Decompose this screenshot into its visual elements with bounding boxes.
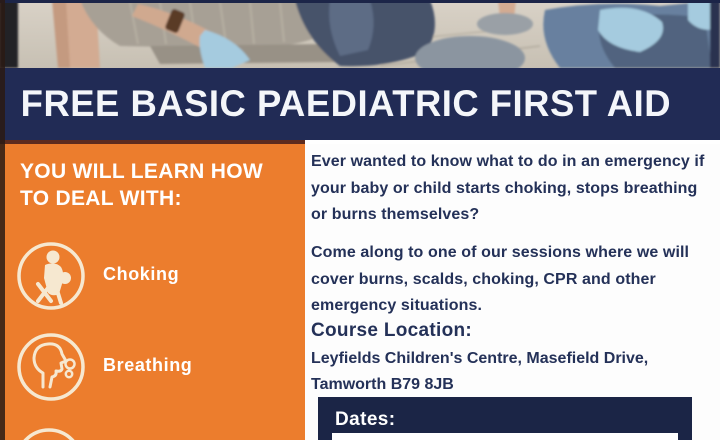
- banner-divider: [0, 140, 305, 144]
- choking-icon: [15, 240, 87, 312]
- list-item-label: Choking: [103, 264, 180, 284]
- main-content: [305, 144, 720, 440]
- learn-sidebar: [0, 144, 305, 440]
- top-border: [0, 0, 720, 3]
- training-photo-illustration: [0, 0, 720, 68]
- dates-content-box: [332, 433, 678, 440]
- list-item-label: Breathing: [103, 355, 193, 375]
- sidebar-heading: YOU WILL LEARN HOW TO DEAL WITH:: [20, 160, 263, 210]
- list-item-choking: [0, 240, 305, 312]
- list-item-breathing: [0, 331, 305, 403]
- training-photo: [0, 0, 720, 68]
- left-border: [0, 0, 5, 440]
- list-item-partial: [0, 424, 305, 440]
- title-banner: [0, 68, 720, 140]
- partial-icon: [15, 424, 87, 440]
- course-location-address: Leyfields Children's Centre, Masefield Drive, Tamworth B79 8JB: [311, 350, 649, 393]
- dates-box: [318, 397, 692, 440]
- dates-label: Dates:: [335, 409, 396, 430]
- sessions-paragraph: Come along to one of our sessions where we will cover burns, scalds, choking, CPR and other emergency situations.: [311, 244, 690, 314]
- page-title: FREE BASIC PAEDIATRIC FIRST AID: [20, 83, 672, 124]
- breathing-icon: [15, 331, 87, 403]
- course-location-label: Course Location:: [311, 320, 473, 341]
- intro-paragraph: Ever wanted to know what to do in an emergency if your baby or child starts choking, stops breathing or burns themselves?: [311, 153, 705, 223]
